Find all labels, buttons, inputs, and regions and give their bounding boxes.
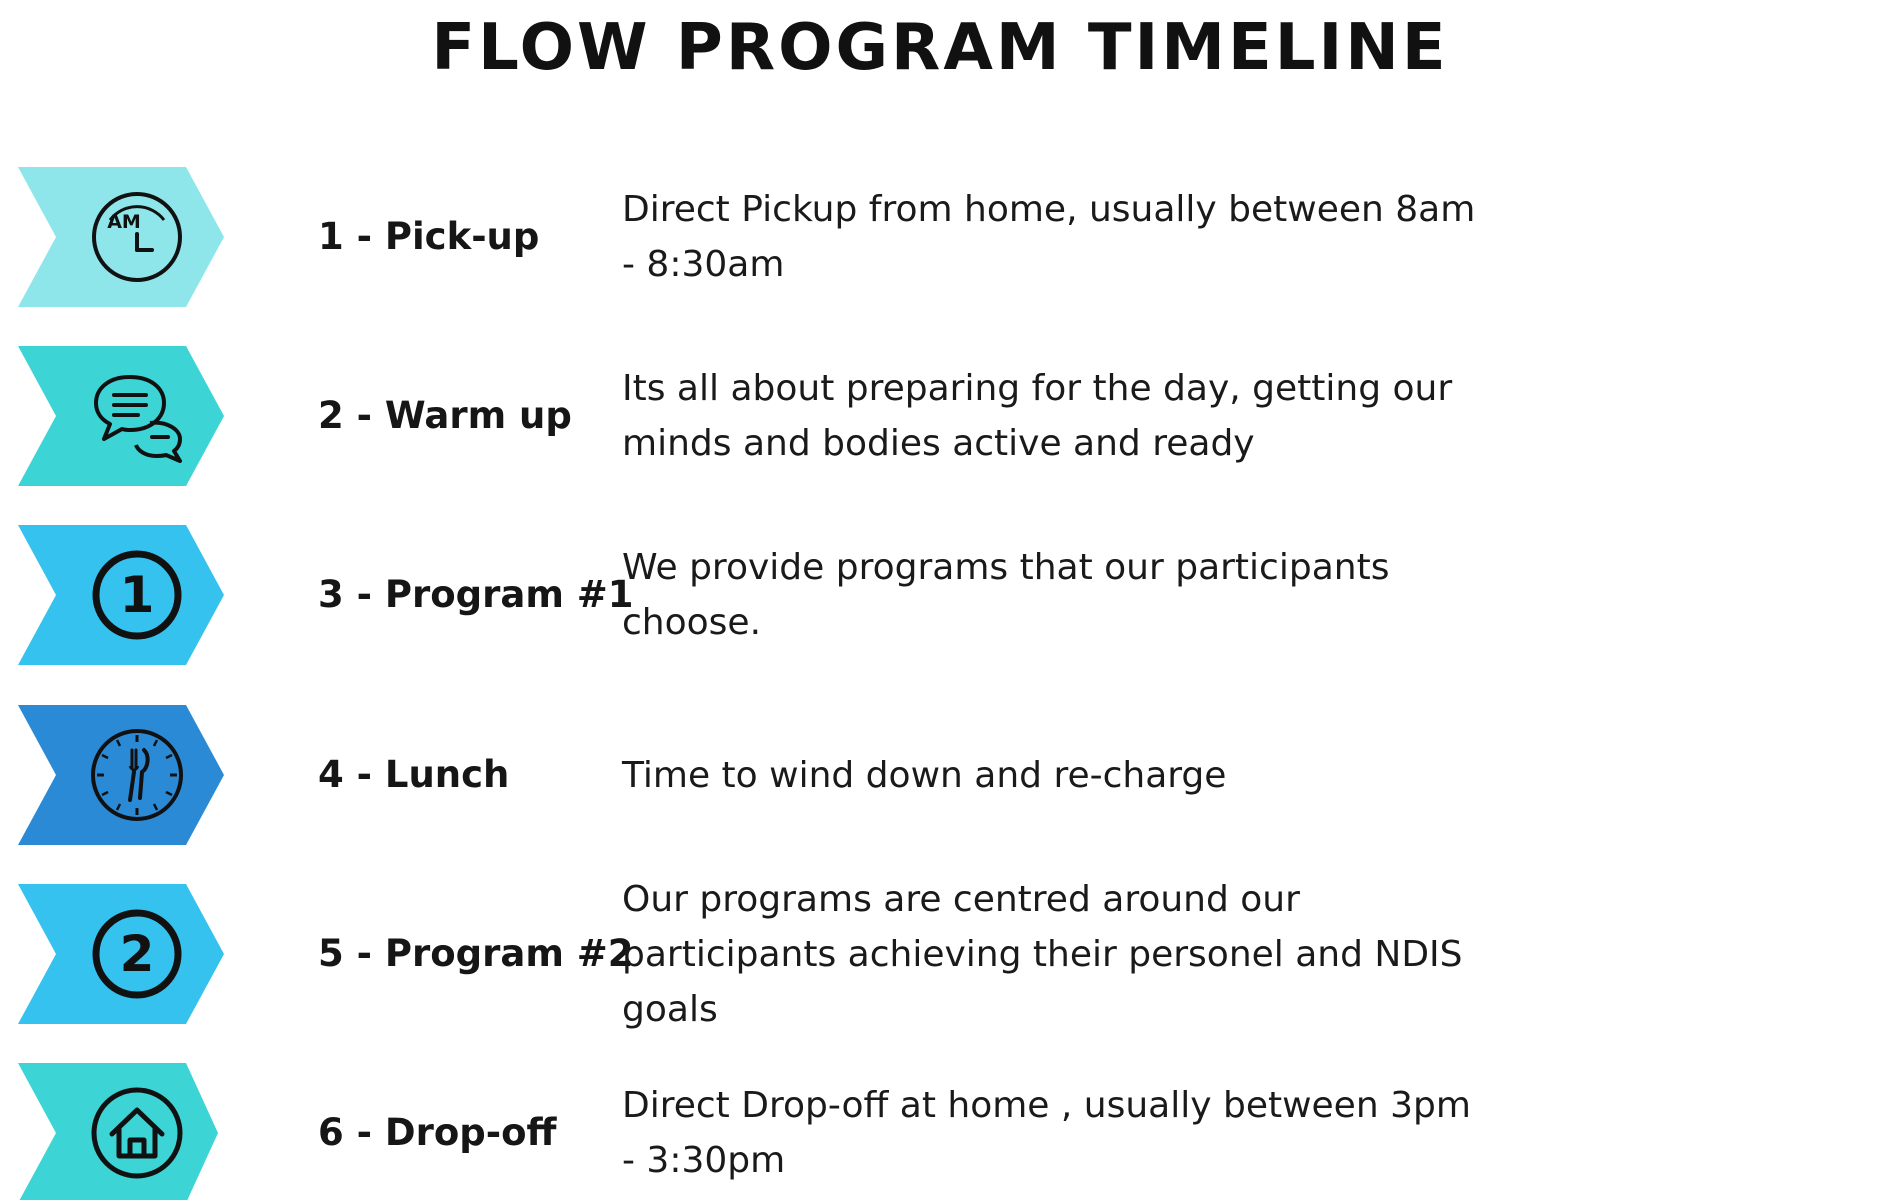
number-one-icon	[90, 548, 184, 642]
step-label: 4 - Lunch	[318, 753, 510, 796]
am-label: AM	[107, 211, 141, 233]
number-two-label: 2	[119, 925, 155, 983]
step-badge	[18, 1063, 224, 1200]
chat-bubbles-icon	[90, 369, 184, 463]
step-badge	[18, 167, 224, 307]
step-description: We provide programs that our participants choose.	[622, 547, 1390, 643]
step-description: Direct Drop-off at home , usually between 3pm - 3:30pm	[622, 1085, 1471, 1181]
timeline-step-lunch	[0, 705, 1880, 845]
step-label: 5 - Program #2	[318, 932, 634, 975]
timeline-step-pickup	[0, 167, 1880, 307]
lunch-clock-icon	[90, 728, 184, 822]
step-description: Its all about preparing for the day, getting our minds and bodies active and ready	[622, 368, 1453, 464]
am-clock-icon	[90, 190, 184, 284]
step-description: Our programs are centred around our participants achieving their personel and NDIS goals	[622, 878, 1463, 1030]
step-label: 6 - Drop-off	[318, 1111, 557, 1154]
step-badge	[18, 884, 224, 1024]
number-one-label: 1	[119, 566, 155, 624]
timeline-step-program-2	[0, 878, 1880, 1030]
home-icon	[90, 1086, 184, 1180]
timeline-step-drop-off	[0, 1063, 1880, 1200]
step-label: 1 - Pick-up	[318, 215, 540, 258]
timeline-step-program-1	[0, 525, 1880, 665]
step-badge	[18, 705, 224, 845]
step-description: Direct Pickup from home, usually between 8am - 8:30am	[622, 189, 1476, 285]
number-two-icon	[90, 907, 184, 1001]
step-label: 2 - Warm up	[318, 394, 572, 437]
step-description: Time to wind down and re-charge	[622, 754, 1227, 796]
timeline-step-warm-up	[0, 346, 1880, 486]
step-badge	[18, 346, 224, 486]
step-badge	[18, 525, 224, 665]
step-label: 3 - Program #1	[318, 573, 634, 616]
page-title: FLOW PROGRAM TIMELINE	[431, 11, 1449, 85]
